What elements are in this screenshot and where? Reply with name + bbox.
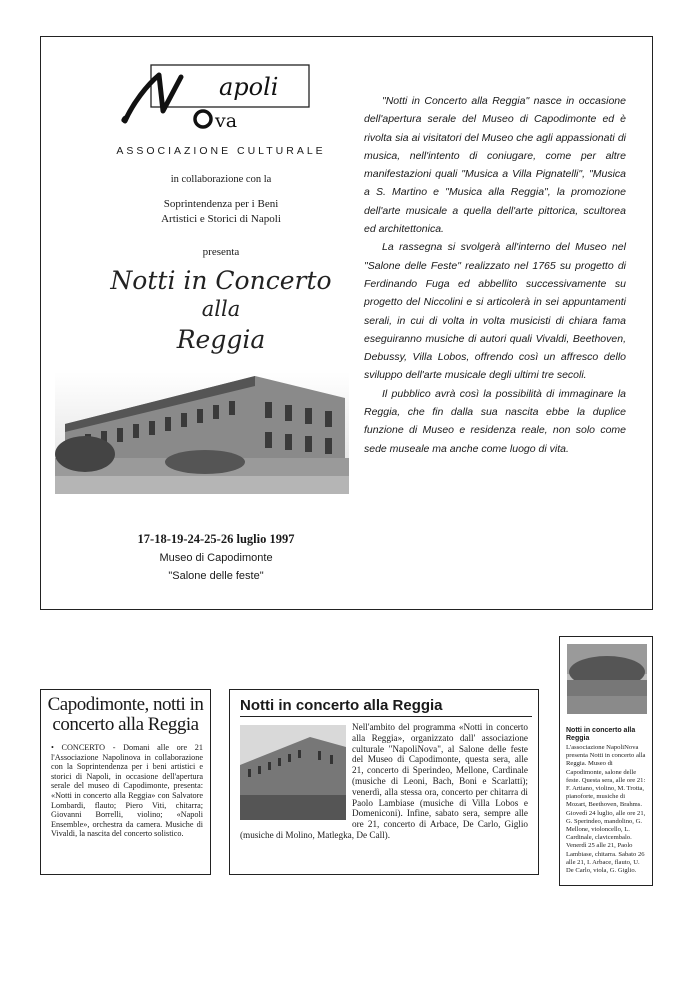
clipping-body: L'associazione NapoliNova presenta Notti in concerto alla Reggia. Museo di Capodimonte, salone delle feste. Questa sera, alle ore 21: F. Artiano, violino, M. Trotta, pianoforte, musiche di Mozart, Beethoven, Brahms. Giovedì 24 luglio, alle ore 21, G. Sperindeo, mandolino, G. Mellone, violoncello, L. Cardinale, clavicembalo. Venerdì 25 alle 21, Paolo Lambiase, chitarra. Sabato 26 alle 21, I. Arbace, flauto, U. De Carlo, viola, G. Giglio. [566,744,646,875]
association-label: ASSOCIAZIONE CULTURALE [116,145,326,157]
clipping-headline: Capodimonte, notti in concerto alla Reggia [47,694,204,735]
event-title-line-1: Notti in Concerto [110,266,332,295]
palace-thumbnail [240,725,346,820]
collaboration-text: in collaborazione con la [170,174,272,185]
soprintendenza-line-1: Soprintendenza per i Beni [163,198,279,210]
hall-name: "Salone delle feste" [168,570,264,582]
description-paragraph: Il pubblico avrà così la possibilità di immaginare la Reggia, che fin dalla sua nascita ebbe la duplice funzione di Museo e residenza reale, non solo come sede museale ma anche come luogo di vita. [364,387,626,455]
event-title-line-3: Reggia [176,325,266,354]
clipping-body: Nell'ambito del programma «Notti in concerto alla Reggia», organizzato dall' associazione culturale "NapoliNova", al Salone delle feste del Museo di Capodimonte, questa sera, alle 21, concerto di Sperindeo, Mellone, Cardinale (musiche di Leoni, Bach, Boni e Scarlatti); venerdì, alla stessa ora, concerto per chitarra di Paolo Lambiase (musiche di Villa Lobos e Domeniconi). Infine, sabato sera, sempre alle ore 21, concerto di Arbace, De Carlo, Giglio (musiche di Molino, Matlegka, De Call). [240,722,528,840]
presenta-text: presenta [202,246,240,258]
venue-name: Museo di Capodimonte [159,552,273,564]
napoli-nova-logo [119,63,311,135]
clipping-headline: Notti in concerto alla Reggia [566,727,636,742]
clipping-headline: Notti in concerto alla Reggia [240,697,532,717]
clipping-body-wrap [240,722,528,841]
event-dates: 17-18-19-24-25-26 luglio 1997 [137,532,295,546]
soprintendenza-line-2: Artistici e Storici di Napoli [161,213,281,225]
newspaper-clipping-3 [559,636,653,886]
clipping-body: • CONCERTO - Domani alle ore 21 l'Associazione Napolinova in collaborazione con la Soprintendenza per i beni artistici e storici di Napoli, in occasione dell'apertura serale del museo di Capodimonte, presenta: «Notti in concerto alla Reggia» con Salvatore Lombardi, flauto; Piero Viti, chitarra; Giovanni Borrelli, violino; «Napoli Ensemble», orchestra da camera. Musiche di Vivaldi, la nascita del concerto solistico. [51,743,203,839]
concert-brochure [40,36,653,610]
svg-text:va: va [215,110,238,132]
newspaper-clipping-1 [40,689,211,875]
soprintendenza-text [81,197,361,227]
event-title-line-2: alla [201,297,241,321]
description-paragraph: La rassegna si svolgerà all'interno del Museo nel "Salone delle Feste" realizzato nel 1765 su progetto di Ferdinando Fuga ed abbellito successivamente su progetto del Niccolini e si articolerà in sei appuntamenti serali, in cui di volta in volta musicisti di chiara fama eseguiranno musiche di autori quali Vivaldi, Beethoven, Debussy, Villa Lobos, offrendo così un affresco dello sviluppo dell'arte musicale degli ultimi tre secoli. [364,241,626,382]
svg-text:apoli: apoli [219,73,279,101]
description-paragraph: "Notti in Concerto alla Reggia" nasce in occasione dell'apertura serale del Museo di Capodimonte ed è rivolta sia ai visitatori del Museo che agli appassionati di musica, nell'intento di coniugare, come per altre manifestazioni quali "Musica a Villa Pignatelli", "Musica a S. Martino e "Musica alla Reggia", la promozione dell'arte musicale a quella dell'arte pittorica, scultorea ed architettonica. [364,95,626,236]
description-text [364,92,626,458]
palace-photo [55,372,349,494]
newspaper-clipping-2 [229,689,539,875]
park-photo [567,644,647,714]
